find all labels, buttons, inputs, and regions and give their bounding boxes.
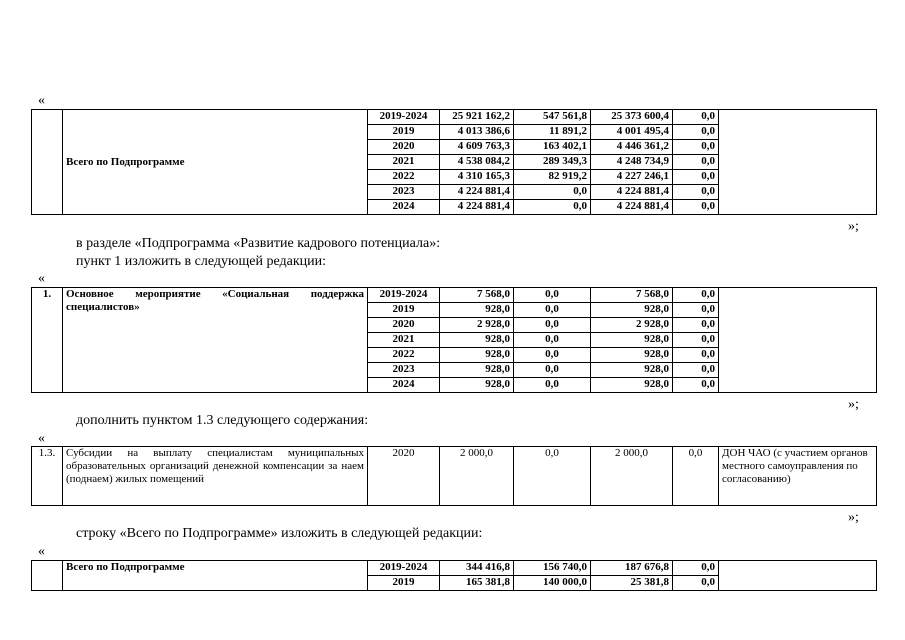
value-cell: 928,0: [591, 303, 673, 318]
value-cell: 0,0: [514, 303, 591, 318]
value-cell: 2 928,0: [440, 318, 514, 333]
value-cell: 0,0: [673, 200, 719, 215]
year-cell: 2019: [368, 576, 440, 591]
row-name: Субсидии на выплату специалистам муниципальных образовательных организаций денежной компенсации за наем (поднаем) жилых помещений: [63, 447, 368, 506]
year-cell: 2023: [368, 363, 440, 378]
value-cell: 7 568,0: [591, 288, 673, 303]
value-cell: 344 416,8: [440, 561, 514, 576]
row-name: Основное мероприятие «Социальная поддержка специалистов»: [63, 288, 368, 393]
value-cell: 547 561,8: [514, 110, 591, 125]
value-cell: 4 224 881,4: [591, 185, 673, 200]
close-quote: »;: [848, 397, 859, 412]
value-cell: 0,0: [673, 576, 719, 591]
year-cell: 2020: [368, 447, 440, 506]
value-cell: 25 381,8: [591, 576, 673, 591]
year-cell: 2019-2024: [368, 288, 440, 303]
value-cell: 4 227 246,1: [591, 170, 673, 185]
year-cell: 2021: [368, 333, 440, 348]
row-name: Всего по Подпрограмме: [63, 561, 368, 591]
open-quote: «: [38, 544, 45, 559]
value-cell: 0,0: [673, 318, 719, 333]
year-cell: 2020: [368, 140, 440, 155]
subprogram-total-table-new: [31, 560, 877, 591]
executor-cell: ДОН ЧАО (с участием органов местного самоуправления по согласованию): [719, 447, 877, 506]
value-cell: 0,0: [673, 185, 719, 200]
value-cell: 4 001 495,4: [591, 125, 673, 140]
year-cell: 2020: [368, 318, 440, 333]
value-cell: 0,0: [514, 318, 591, 333]
value-cell: 11 891,2: [514, 125, 591, 140]
table-row: [32, 288, 877, 303]
value-cell: 0,0: [514, 348, 591, 363]
value-cell: 2 000,0: [440, 447, 514, 506]
year-cell: 2023: [368, 185, 440, 200]
value-cell: 7 568,0: [440, 288, 514, 303]
value-cell: 0,0: [514, 378, 591, 393]
value-cell: 0,0: [673, 447, 719, 506]
subprogram-total-table: [31, 109, 877, 215]
instruction-text: в разделе «Подпрограмма «Развитие кадрового потенциала»:: [76, 236, 441, 251]
value-cell: 928,0: [440, 378, 514, 393]
value-cell: 4 446 361,2: [591, 140, 673, 155]
value-cell: 0,0: [673, 155, 719, 170]
value-cell: 4 310 165,3: [440, 170, 514, 185]
value-cell: 0,0: [514, 363, 591, 378]
value-cell: 0,0: [514, 288, 591, 303]
instruction-text: строку «Всего по Подпрограмме» изложить в следующей редакции:: [76, 526, 483, 541]
value-cell: 928,0: [591, 378, 673, 393]
value-cell: 25 921 162,2: [440, 110, 514, 125]
year-cell: 2019-2024: [368, 110, 440, 125]
value-cell: 165 381,8: [440, 576, 514, 591]
value-cell: 4 224 881,4: [591, 200, 673, 215]
num-cell: 1.: [32, 288, 63, 393]
value-cell: 928,0: [591, 348, 673, 363]
year-cell: 2019: [368, 125, 440, 140]
table-row: [32, 110, 877, 125]
executor-cell: [719, 561, 877, 591]
value-cell: 0,0: [673, 333, 719, 348]
value-cell: 4 224 881,4: [440, 185, 514, 200]
value-cell: 0,0: [673, 348, 719, 363]
year-cell: 2024: [368, 378, 440, 393]
row-name: Всего по Подпрограмме: [63, 110, 368, 215]
open-quote: «: [38, 271, 45, 286]
value-cell: 187 676,8: [591, 561, 673, 576]
close-quote: »;: [848, 219, 859, 234]
value-cell: 0,0: [673, 170, 719, 185]
year-cell: 2024: [368, 200, 440, 215]
value-cell: 0,0: [673, 363, 719, 378]
value-cell: 928,0: [440, 363, 514, 378]
close-quote: »;: [848, 510, 859, 525]
num-cell: 1.3.: [32, 447, 63, 506]
value-cell: 0,0: [673, 110, 719, 125]
num-cell: [32, 561, 63, 591]
value-cell: 140 000,0: [514, 576, 591, 591]
value-cell: 2 000,0: [591, 447, 673, 506]
value-cell: 4 248 734,9: [591, 155, 673, 170]
value-cell: 2 928,0: [591, 318, 673, 333]
value-cell: 4 609 763,3: [440, 140, 514, 155]
value-cell: 4 538 084,2: [440, 155, 514, 170]
open-quote: «: [38, 93, 45, 108]
value-cell: 4 013 386,6: [440, 125, 514, 140]
value-cell: 0,0: [514, 333, 591, 348]
year-cell: 2022: [368, 348, 440, 363]
value-cell: 0,0: [673, 561, 719, 576]
value-cell: 928,0: [591, 333, 673, 348]
executor-cell: [719, 288, 877, 393]
value-cell: 289 349,3: [514, 155, 591, 170]
value-cell: 0,0: [514, 447, 591, 506]
year-cell: 2019-2024: [368, 561, 440, 576]
value-cell: 4 224 881,4: [440, 200, 514, 215]
instruction-text: дополнить пунктом 1.3 следующего содержания:: [76, 413, 369, 428]
value-cell: 0,0: [673, 288, 719, 303]
value-cell: 928,0: [440, 303, 514, 318]
value-cell: 928,0: [440, 333, 514, 348]
value-cell: 0,0: [514, 185, 591, 200]
value-cell: 25 373 600,4: [591, 110, 673, 125]
year-cell: 2021: [368, 155, 440, 170]
table-row: [32, 447, 877, 506]
value-cell: 82 919,2: [514, 170, 591, 185]
value-cell: 928,0: [591, 363, 673, 378]
executor-cell: [719, 110, 877, 215]
value-cell: 0,0: [673, 303, 719, 318]
value-cell: 0,0: [673, 140, 719, 155]
table-row: [32, 561, 877, 576]
num-cell: [32, 110, 63, 215]
new-item-table: [31, 446, 877, 506]
year-cell: 2019: [368, 303, 440, 318]
value-cell: 0,0: [673, 125, 719, 140]
measure-table: [31, 287, 877, 393]
open-quote: «: [38, 431, 45, 446]
instruction-text: пункт 1 изложить в следующей редакции:: [76, 254, 326, 269]
value-cell: 0,0: [514, 200, 591, 215]
value-cell: 156 740,0: [514, 561, 591, 576]
value-cell: 163 402,1: [514, 140, 591, 155]
year-cell: 2022: [368, 170, 440, 185]
value-cell: 928,0: [440, 348, 514, 363]
value-cell: 0,0: [673, 378, 719, 393]
